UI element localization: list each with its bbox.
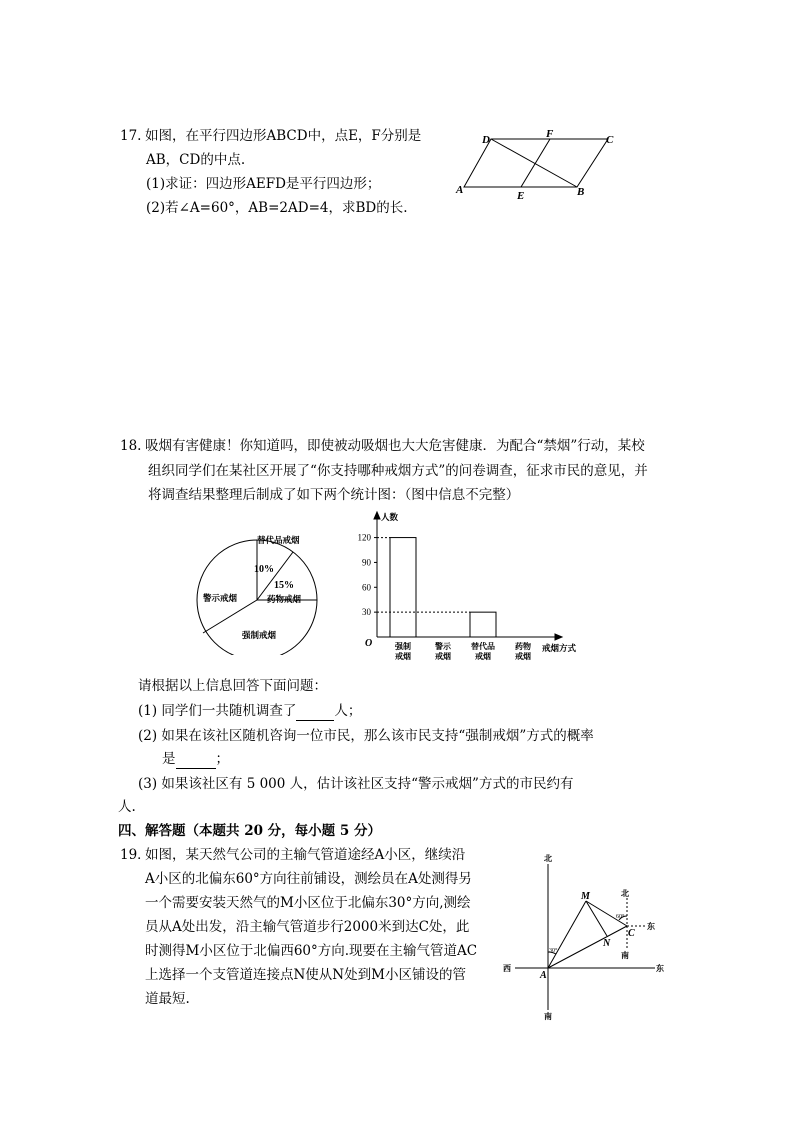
label-b: B bbox=[577, 186, 585, 198]
q19-number: 19． bbox=[120, 847, 151, 863]
bar-category-label: 戒烟 bbox=[395, 652, 411, 661]
point-a: A bbox=[540, 970, 547, 981]
label-a: A bbox=[456, 184, 464, 196]
parallelogram-figure bbox=[450, 125, 625, 205]
point-n: N bbox=[603, 938, 611, 949]
pie-divider-lower-left bbox=[203, 600, 257, 633]
segment-db bbox=[491, 139, 577, 187]
bar-y-axis-label: 人数 bbox=[381, 512, 399, 522]
bar-category-label: 强制 bbox=[395, 642, 411, 651]
q19-line-7: 道最短. bbox=[145, 991, 190, 1007]
q17-line-2: AB，CD的中点. bbox=[146, 152, 246, 168]
q18-sub-3-line-2: 人. bbox=[118, 799, 136, 815]
label-d: D bbox=[482, 134, 490, 146]
bar-y-tick-label: 30 bbox=[362, 607, 371, 618]
label-f: F bbox=[546, 128, 554, 140]
q19-line-1: 如图，某天然气公司的主输气管道途经A小区，继续沿 bbox=[145, 847, 466, 863]
bar-2 bbox=[470, 612, 496, 637]
pie-divider-top bbox=[257, 552, 293, 600]
compass-north-c: 北 bbox=[621, 889, 629, 898]
q17-part-2: (2)若∠A=60°，AB=2AD=4，求BD的长. bbox=[146, 200, 408, 216]
compass-figure bbox=[495, 850, 670, 1025]
bar-category-label: 戒烟 bbox=[435, 652, 451, 661]
q18-sub-1-post: 人； bbox=[334, 703, 362, 719]
bar-chart bbox=[340, 506, 600, 666]
compass-west: 西 bbox=[503, 964, 511, 973]
bar-y-tick-label: 90 bbox=[362, 557, 371, 568]
point-m: M bbox=[581, 891, 590, 902]
compass-south: 南 bbox=[544, 1012, 552, 1021]
q18-sub-1 bbox=[138, 702, 361, 721]
compass-south-c: 南 bbox=[621, 951, 629, 960]
q18-sub-2-post: ； bbox=[215, 751, 229, 767]
q19-line-3: 一个需要安装天然气的M小区位于北偏东30°方向,测绘 bbox=[145, 895, 471, 911]
bar-x-arrow bbox=[555, 634, 562, 640]
bar-category-label: 戒烟 bbox=[515, 652, 531, 661]
q17-number: 17. bbox=[120, 128, 142, 144]
bar-x-axis-label: 戒烟方式 bbox=[542, 643, 577, 653]
pie-percent-substitute: 10% bbox=[254, 564, 274, 575]
q18-sub-2-pre: 是 bbox=[162, 751, 176, 767]
q19-line-6: 上选择一个支管道连接点N使从N处到M小区铺设的管 bbox=[145, 967, 466, 983]
bar-category-label: 戒烟 bbox=[475, 652, 491, 661]
bar-category-label: 药物 bbox=[515, 642, 531, 651]
pie-percent-medicine: 15% bbox=[274, 580, 294, 591]
q18-number: 18. bbox=[120, 438, 142, 454]
bar-category-label: 替代品 bbox=[471, 642, 495, 651]
bar-0 bbox=[390, 538, 416, 637]
compass-east-c: 东 bbox=[647, 922, 655, 931]
label-c: C bbox=[606, 134, 614, 146]
pie-label-medicine: 药物戒烟 bbox=[267, 594, 302, 604]
q17-line-1: 如图，在平行四边形ABCD中，点E，F分别是 bbox=[145, 128, 422, 144]
q18-sub-3-line-1: (3) 如果该社区有 5 000 人，估计该社区支持“警示戒烟”方式的市民约有 bbox=[138, 776, 574, 792]
q18-sub-2-line-1: (2) 如果在该社区随机咨询一位市民，那么该市民支持“强制戒烟”方式的概率 bbox=[138, 728, 594, 744]
answer-blank-1[interactable] bbox=[296, 702, 334, 721]
q17-part-1: (1)求证：四边形AEFD是平行四边形； bbox=[146, 176, 381, 192]
answer-blank-2[interactable] bbox=[176, 750, 216, 769]
q19-line-2: A小区的北偏东60°方向往前铺设，测绘员在A处测得另 bbox=[145, 871, 472, 887]
q18-line-3: 将调查结果整理后制成了如下两个统计图：（图中信息不完整） bbox=[148, 487, 520, 503]
q18-line-2: 组织同学们在某社区开展了“你支持哪种戒烟方式”的问卷调查，征求市民的意见，并 bbox=[148, 463, 648, 479]
q18-line-1: 吸烟有害健康！你知道吗，即使被动吸烟也大大危害健康．为配合“禁烟”行动，某校 bbox=[145, 438, 645, 454]
q18-intro: 请根据以上信息回答下面问题： bbox=[138, 678, 327, 694]
bar-category-label: 警示 bbox=[435, 642, 451, 651]
pie-label-substitute: 替代品戒烟 bbox=[257, 535, 300, 545]
point-c: C bbox=[628, 928, 635, 939]
pie-chart bbox=[185, 530, 335, 655]
angle-label-c: 60° bbox=[616, 914, 625, 920]
compass-east: 东 bbox=[656, 964, 664, 973]
label-e: E bbox=[517, 190, 525, 202]
bar-origin-label: O bbox=[365, 638, 373, 649]
q19-line-4: 员从A处出发，沿主输气管道步行2000米到达C处，此 bbox=[145, 919, 470, 935]
section-4-title: 四、解答题（本题共 20 分，每小题 5 分） bbox=[118, 823, 381, 839]
q18-sub-2-line-2 bbox=[162, 750, 229, 769]
segment-ef bbox=[521, 139, 550, 187]
bar-y-tick-label: 120 bbox=[357, 532, 371, 543]
bar-y-tick-label: 60 bbox=[362, 582, 371, 593]
bar-y-arrow bbox=[374, 512, 380, 519]
q18-sub-1-pre: (1) 同学们一共随机调查了 bbox=[138, 703, 297, 719]
line-m-n bbox=[586, 901, 607, 936]
q19-line-5: 时测得M小区位于北偏西60°方向.现要在主输气管道AC bbox=[145, 943, 478, 959]
pie-label-warning: 警示戒烟 bbox=[203, 593, 238, 603]
angle-label-a: 30° bbox=[549, 948, 558, 954]
pie-label-forced: 强制戒烟 bbox=[242, 630, 277, 640]
compass-north: 北 bbox=[544, 854, 552, 863]
